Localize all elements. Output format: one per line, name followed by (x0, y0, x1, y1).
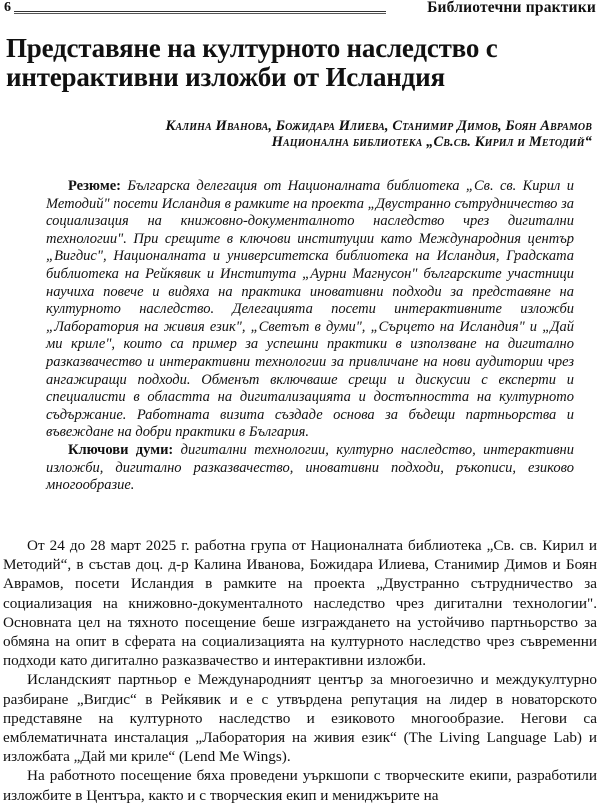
body-paragraph: Исландският партньор е Международният център за многоезично и междукултурно разбиране „Вигдис“ в Рейкявик и е с утвърдена репутация на лидер в новаторското представяне на културното наследство и езиковото многообразие. Негови са емблематичната инсталация „Лаборатория на живия език“ (The Living Language Lab) и изложбата „Дай ми криле“ (Lend Me Wings). (3, 671, 597, 766)
section-name: Библиотечни практики (427, 0, 596, 16)
author-block (0, 118, 592, 150)
article-body (3, 536, 597, 805)
body-paragraph: От 24 до 28 март 2025 г. работна група от Националната библиотека „Св. св. Кирил и Методий“, в състав доц. д-р Калина Иванова, Божидара Илиева, Станимир Димов и Боян Аврамов, посети Исландия в рамките на проекта „Двустранно сътрудничество за социализация на книжовно-документалното наследство чрез дигитални технологии". Основната цел на тяхното посещение беше изграждането на устойчиво партньорство за обмяна на опит в сферата на социализацията на културното наследство чрез съвременни подходи като дигитално разказвачество и интерактивни изложби. (3, 537, 597, 670)
header-rule (14, 11, 386, 14)
article-title: Представяне на културното наследство с интерактивни изложби от Исландия (6, 33, 498, 92)
author-affiliation: Национална библиотека „Св.св. Кирил и Методий“ (271, 134, 592, 150)
keywords-text: дигитални технологии, културно наследство, интерактивни изложби, дигитално разказвачество, иновативни подходи, ръкописи, езиково многообразие. (46, 441, 575, 494)
keywords-label: Ключови думи: (68, 441, 174, 458)
abstract-label: Резюме: (68, 178, 121, 194)
abstract (46, 178, 574, 495)
abstract-text: Българска делегация от Националната библиотека „Св. св. Кирил и Методий" посети Исландия в рамките на проекта „Двустранно сътрудничество за социализация на книжовно-документалното наследство чрез дигитални технологии". При срещите в ключови институции като Международния център „Вигдис", Националната и университетска библиотека на Исландия, Градската библиотека на Рейкявик и Института „Аурни Магнусон" българските участници научиха повече и видяха на практика иновативни подходи за представяне на културното наследство. Делегацията посети интерактивните изложби „Лаборатория на живия език", „Светът в думи", „Сърцето на Исландия" и „Дай ми криле", които са пример за успешни практики в използване на дигитално разказвачество и интерактивни технологии за привличане на нови аудитории чрез ангажиращи подходи. Обменът включваше срещи и дискусии с експерти и специалисти в областта на дигитализацията и достъпността на културното съдържание. Работната визита създаде основа за бъдещи партньорства и въвеждане на добри практики в България. (46, 178, 574, 441)
running-header (2, 0, 598, 18)
author-names: Калина Иванова, Божидара Илиева, Станимир Димов, Боян Аврамов (165, 118, 592, 134)
body-paragraph: На работното посещение бяха проведени уъркшопи с творческите екипи, разработили изложбите в Центъра, както и с творческия екип и мениджърите на (3, 767, 597, 804)
abstract-paragraph (46, 178, 574, 442)
keywords-paragraph (46, 442, 574, 495)
page-number: 6 (4, 0, 11, 15)
